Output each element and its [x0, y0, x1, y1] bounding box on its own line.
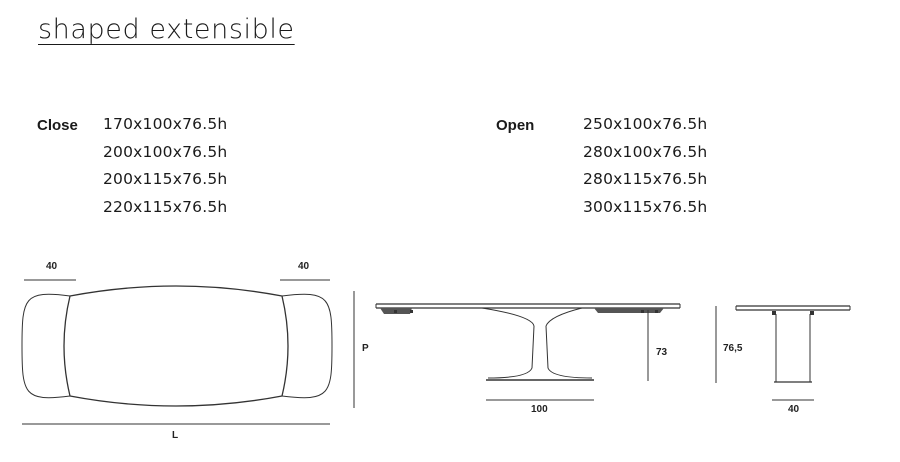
open-size-1: 250x100x76.5h — [583, 115, 708, 133]
open-label: Open — [496, 117, 535, 134]
close-size-4: 220x115x76.5h — [103, 197, 228, 216]
dim-table-height-label: 76,5 — [723, 343, 743, 354]
top-view — [22, 261, 369, 441]
close-size-2: 200x100x76.5h — [103, 142, 228, 161]
dim-length-label: L — [172, 430, 179, 441]
close-size-1: 170x100x76.5h — [103, 115, 228, 133]
right-extension-leaf — [282, 294, 332, 397]
dim-left-extension-label: 40 — [46, 261, 58, 272]
close-label: Close — [37, 117, 78, 134]
end-view — [716, 306, 850, 415]
open-size-4: 300x115x76.5h — [583, 197, 708, 216]
dim-depth-label: P — [362, 343, 369, 354]
dim-end-base-label: 40 — [788, 404, 800, 415]
dim-leg-height-label: 73 — [656, 347, 668, 358]
dim-base-width-label: 100 — [531, 404, 548, 415]
table-top-outline — [64, 286, 288, 406]
close-size-3: 200x115x76.5h — [103, 170, 228, 188]
dim-right-extension-label: 40 — [298, 261, 310, 272]
side-view — [376, 304, 680, 415]
page-title: shaped extensible — [38, 14, 295, 45]
open-size-3: 280x115x76.5h — [583, 170, 708, 188]
open-size-2: 280x100x76.5h — [583, 142, 708, 161]
left-extension-leaf — [22, 294, 70, 397]
